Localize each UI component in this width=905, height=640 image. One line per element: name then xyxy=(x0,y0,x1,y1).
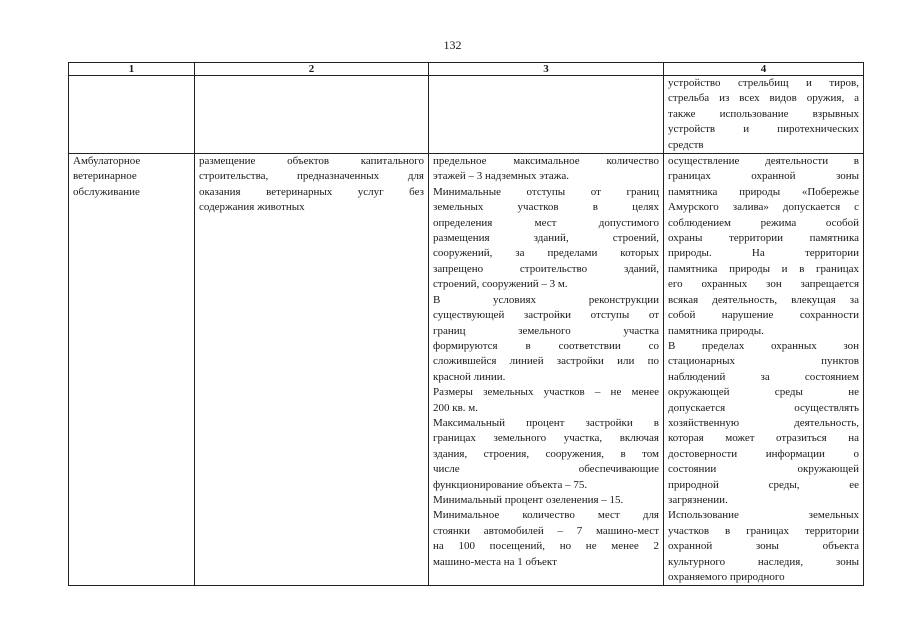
text-line: охраняемого природного xyxy=(668,571,785,583)
text-line: состоянии окружающей xyxy=(668,463,859,476)
text-line: памятника природы «Побережье xyxy=(668,185,859,198)
parameters-cell xyxy=(429,154,664,586)
text-line: 200 кв. м. xyxy=(433,401,478,414)
text-line: В условиях реконструкции xyxy=(433,293,659,306)
text-line: Минимальный процент озеленения – 15. xyxy=(433,493,624,506)
text-line: границах охранной зоны xyxy=(668,170,859,183)
text-line: Амбулаторное xyxy=(73,155,141,168)
text-line: числе обеспечивающие xyxy=(433,463,659,476)
empty-cell xyxy=(195,76,429,154)
text-line: здания, строения, сооружения, в том xyxy=(433,447,659,460)
text-line: природы. На территории xyxy=(668,247,859,260)
use-type-cell xyxy=(69,154,195,586)
text-line: Минимальные отступы от границ xyxy=(433,185,659,198)
text-line: предельное максимальное количество xyxy=(433,155,659,168)
text-line: ветеринарное xyxy=(73,170,137,183)
page-number: 132 xyxy=(443,38,462,52)
text-line: стрельба из всех видов оружия, а xyxy=(668,92,859,105)
text-line: формируются в соответствии со xyxy=(433,339,659,352)
text-line: оказания ветеринарных услуг без xyxy=(199,185,424,198)
text-line: хозяйственную деятельность, xyxy=(668,416,859,429)
column-header: 3 xyxy=(429,63,664,76)
text-line: Размеры земельных участков – не менее xyxy=(433,386,659,399)
text-line: стационарных пунктов xyxy=(668,355,859,368)
text-line: В пределах охранных зон xyxy=(668,339,859,352)
text-line: Максимальный процент застройки в xyxy=(433,416,659,429)
header-row xyxy=(69,63,864,76)
text-line: Использование земельных xyxy=(668,509,859,522)
text-line: достоверности информации о xyxy=(668,447,859,460)
text-line: границах земельного участка, включая xyxy=(433,432,659,445)
column-header: 2 xyxy=(195,63,429,76)
continuation-text-cell xyxy=(664,76,864,154)
text-line: устройств и пиротехнических xyxy=(668,123,859,136)
column-header: 4 xyxy=(664,63,864,76)
text-line: окружающей среды не xyxy=(668,386,859,399)
text-line: стоянки автомобилей – 7 машино-мест xyxy=(433,524,659,537)
text-line: сооружений, за пределами которых xyxy=(433,247,659,260)
text-line: также использование взрывных xyxy=(668,107,859,120)
text-line: строительства, предназначенных для xyxy=(199,170,424,183)
text-line: памятника природы и в границах xyxy=(668,262,859,275)
text-line: границ земельного участка xyxy=(433,324,659,337)
text-line: которая может отразиться на xyxy=(668,432,859,445)
text-line: строений, сооружений – 3 м. xyxy=(433,278,568,291)
restrictions-cell xyxy=(664,154,864,586)
text-line: определения мест допустимого xyxy=(433,216,659,229)
text-line: охраны территории памятника xyxy=(668,232,859,245)
text-line: обслуживание xyxy=(73,185,140,198)
text-line: средств xyxy=(668,138,704,151)
text-line: наблюдений за состоянием xyxy=(668,370,859,383)
text-line: допускается осуществлять xyxy=(668,401,859,414)
text-line: содержания животных xyxy=(199,201,305,214)
text-line: устройство стрельбищ и тиров, xyxy=(668,77,859,89)
empty-cell xyxy=(429,76,664,154)
text-line: осуществление деятельности в xyxy=(668,155,859,168)
text-line: охранной зоны объекта xyxy=(668,540,859,553)
text-line: функционирование объекта – 75. xyxy=(433,478,588,491)
text-line: участков в границах территории xyxy=(668,524,859,537)
main-row xyxy=(69,154,864,586)
text-line: загрязнении. xyxy=(668,493,728,506)
text-line: этажей – 3 надземных этажа. xyxy=(433,170,570,183)
regulations-table xyxy=(68,62,864,586)
text-line: всякая деятельность, влекущая за xyxy=(668,293,859,306)
text-line: соблюдением режима особой xyxy=(668,216,859,229)
text-line: сложившейся линией застройки или по xyxy=(433,355,659,368)
text-line: Амурского залива» допускается с xyxy=(668,201,859,214)
text-line: на 100 посещений, но не менее 2 xyxy=(433,540,659,553)
text-line: природной среды, ее xyxy=(668,478,859,491)
text-line: памятника природы. xyxy=(668,324,764,337)
text-line: размещение объектов капитального xyxy=(199,155,424,168)
column-header: 1 xyxy=(69,63,195,76)
text-line: Минимальное количество мест для xyxy=(433,509,659,522)
text-line: размещения зданий, строений, xyxy=(433,232,659,245)
text-line: земельных участков в целях xyxy=(433,201,659,214)
text-line: запрещено строительство зданий, xyxy=(433,262,659,275)
empty-cell xyxy=(69,76,195,154)
text-line: собой нарушение сохранности xyxy=(668,309,859,322)
text-line: красной линии. xyxy=(433,370,506,383)
text-line: существующей застройки отступы от xyxy=(433,309,659,322)
text-line: машино-места на 1 объект xyxy=(433,555,557,568)
text-line: культурного наследия, зоны xyxy=(668,555,859,568)
continuation-row xyxy=(69,76,864,154)
text-line: его охранных зон запрещается xyxy=(668,278,859,291)
description-cell xyxy=(195,154,429,586)
